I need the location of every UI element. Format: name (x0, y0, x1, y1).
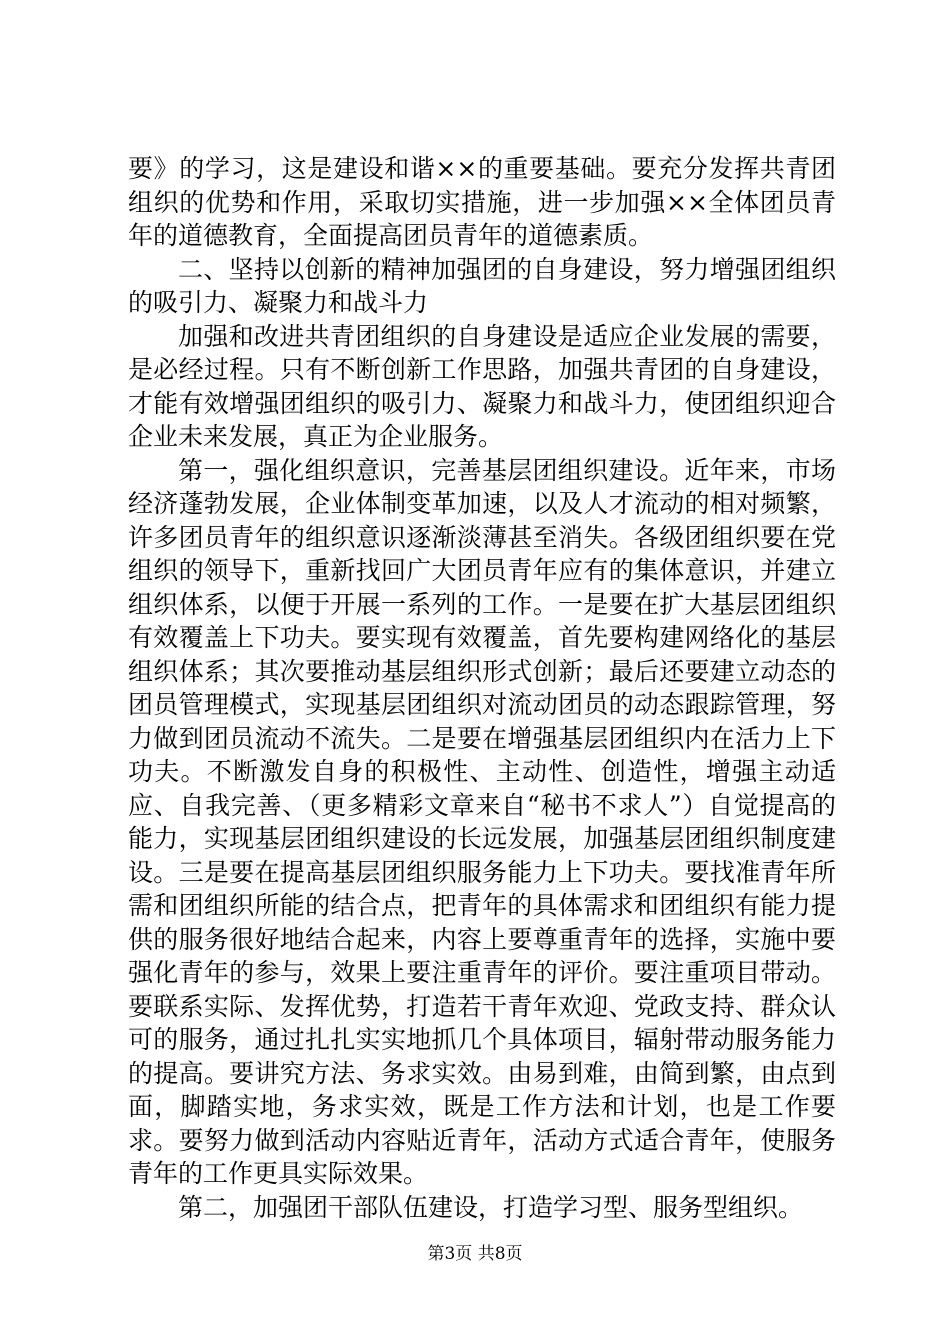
paragraph-2-section-heading: 二、坚持以创新的精神加强团的自身建设，努力增强团组织的吸引力、凝聚力和战斗力 (128, 254, 836, 317)
paragraph-1: 要》的学习，这是建设和谐××的重要基础。要充分发挥共青团组织的优势和作用，采取切实措施，进一步加强××全体团员青年的道德教育，全面提高团员青年的道德素质。 (128, 154, 836, 250)
page-number-footer: 第3页 共8页 (427, 1244, 523, 1264)
paragraph-5: 第二，加强团干部队伍建设，打造学习型、服务型组织。 (178, 1192, 804, 1222)
document-body (128, 152, 836, 1224)
paragraph-4: 第一，强化组织意识，完善基层团组织建设。近年来，市场经济蓬勃发展，企业体制变革加速，以及人才流动的相对频繁，许多团员青年的组织意识逐渐淡薄甚至消失。各级团组织要在党组织的领导下，重新找回广大团员青年应有的集体意识，并建立组织体系，以便于开展一系列的工作。一是要在扩大基层团组织有效覆盖上下功夫。要实现有效覆盖，首先要构建网络化的基层组织体系；其次要推动基层组织形式创新；最后还要建立动态的团员管理模式，实现基层团组织对流动团员的动态跟踪管理，努力做到团员流动不流失。二是要在增强基层团组织内在活力上下功夫。不断激发自身的积极性、主动性、创造性，增强主动适应、自我完善、（更多精彩文章来自“秘书不求人”）自觉提高的能力，实现基层团组织建设的长远发展，加强基层团组织制度建设。三是要在提高基层团组织服务能力上下功夫。要找准青年所需和团组织所能的结合点，把青年的具体需求和团组织有能力提供的服务很好地结合起来，内容上要尊重青年的选择，实施中要强化青年的参与，效果上要注重青年的评价。要注重项目带动。要联系实际、发挥优势，打造若干青年欢迎、党政支持、群众认可的服务，通过扎扎实实地抓几个具体项目，辐射带动服务能力的提高。要讲究方法、务求实效。由易到难，由简到繁，由点到面，脚踏实地，务求实效，既是工作方法和计划，也是工作要求。要努力做到活动内容贴近青年，活动方式适合青年，使服务青年的工作更具实际效果。 (128, 455, 836, 1188)
paragraph-3: 加强和改进共青团组织的自身建设是适应企业发展的需要，是必经过程。只有不断创新工作思路，加强共青团的自身建设，才能有效增强团组织的吸引力、凝聚力和战斗力，使团组织迎合企业未来发展，真正为企业服务。 (128, 321, 836, 451)
